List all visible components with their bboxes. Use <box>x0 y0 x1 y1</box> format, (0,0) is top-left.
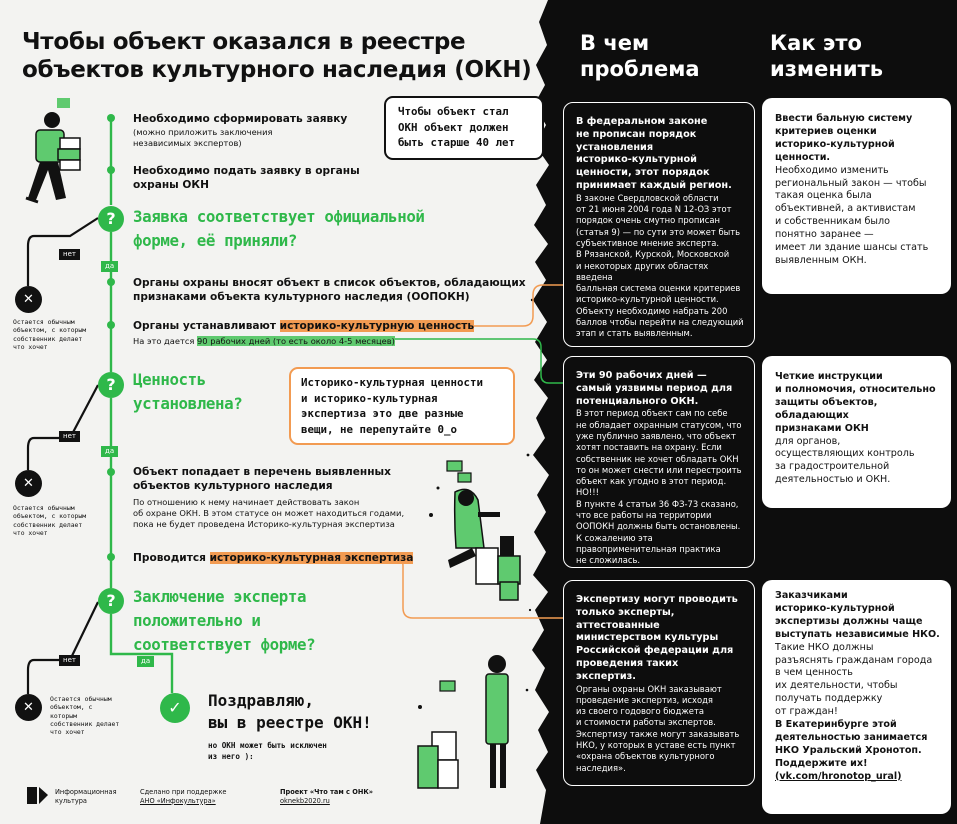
no-label: нет <box>59 249 80 260</box>
page-title: Чтобы объект оказался в реестре объектов культурного наследия (ОКН) <box>22 29 532 83</box>
solution-box-2: Четкие инструкции и полномочия, относительно защиты объектов, обладающих признаками ОКН для органов, осуществляющих контроль за градостроительной деятельностью и ОКН. <box>762 356 951 508</box>
no-label: нет <box>59 655 80 666</box>
yes-label: да <box>101 446 118 457</box>
step-submit-application: Необходимо подать заявку в органы охраны ОКН <box>133 165 360 191</box>
highlight-expertise: историко-культурная экспертиза <box>209 552 414 564</box>
footer-project: Проект «Что там с ОНК» oknekb2020.ru <box>280 788 374 805</box>
yes-label: да <box>101 261 118 272</box>
problem-box-2: Эти 90 рабочих дней — самый уязвимы период для потенциального ОКН. В этот период объект сам по себе не обладает охранным статусом, что уже публично заявлено, что объект хотят поставить на охрану. Если собственник не хочет обладать ОКН то он может снести или перестроить объект как угодно в этот период. НО!!! В пункте 4 статьи 36 ФЗ-73 сказано, что все работы на территории ООПОКН должны быть остановлены. К сожалению эта правоприменительная практика не сложилась. <box>563 356 755 568</box>
hronotop-link[interactable]: (vk.com/hronotop_ural) <box>775 770 902 782</box>
no-label: нет <box>59 431 80 442</box>
rejected-note: Остается обычным объектом, с которым собственник делает что хочет <box>13 318 87 351</box>
question-icon: ? <box>98 588 124 614</box>
rejected-note: Остается обычным объектом, с которым собственник делает что хочет <box>50 695 120 737</box>
step-ookn-list: Органы охраны вносят объект в список объектов, обладающих признаками объекта культурного наследия (ООПОКН) <box>133 277 526 303</box>
problem-box-3: Экспертизу могут проводить только эксперты, аттестованные министерством культуры Российской федерации для проведения таких экспертиз. Органы охраны ОКН заказывают проведение экспертиз, исходя из своего годового бюджета и стоимости работы экспертов. Экспертизу также могут заказывать НКО, у которых в уставе есть пункт «охрана объектов культурного наследия». <box>563 580 755 786</box>
question-icon: ? <box>98 372 124 398</box>
man-illustration <box>418 655 508 788</box>
yes-label: да <box>137 656 154 667</box>
final-note: но ОКН может быть исключен из него ): <box>208 741 327 761</box>
col-problem-heading: В чем проблема <box>580 31 700 81</box>
step-identified-list: Объект попадает в перечень выявленных объектов культурного наследия По отношению к нему начинает действовать закон об охране ОКН. В этом статусе он может находиться годами, пока не будет проведена Историко-культурная экспертиза <box>133 466 405 529</box>
col-change-heading: Как это изменить <box>770 31 883 81</box>
callout-difference: Историко-культурная ценности и историко-культурная экспертиза это две разные вещи, не перепутайте 0_о <box>289 367 515 445</box>
solution-box-3: Заказчиками историко-культурной экспертизы должны чаще выступать независимые НКО. Такие НКО должны разъяснять гражданам города в чем ценность их деятельности, чтобы получать поддержку от граждан! В Екатеринбурге этой деятельностью занимается НКО Уральский Хронотоп. Поддержите их! (vk.com/hronotop_ural) <box>762 580 951 814</box>
step-expertise: Проводится историко-культурная экспертиза <box>133 552 414 564</box>
footer-project-link[interactable]: oknekb2020.ru <box>280 796 330 805</box>
infoculture-logo <box>27 787 48 804</box>
rejected-note: Остается обычным объектом, с которым собственник делает что хочет <box>13 504 87 537</box>
close-icon: ✕ <box>15 694 42 721</box>
question-value-established: Ценность установлена? <box>133 370 243 413</box>
question-icon: ? <box>98 206 124 232</box>
courier-illustration <box>26 98 80 202</box>
problem-box-1: В федеральном законе не прописан порядок установления историко-культурной ценности, этот порядок принимает каждый регион. В законе Свердловской области от 21 июня 2004 года N 12-ОЗ этот порядок очень смутно прописан (статья 9) — по сути это может быть субъективное мнение эксперта. В Рязанской, Курской, Московской и некоторых других областях введена балльная система оценки критериев историко-культурной ценности. Объекту необходимо набрать 200 баллов чтобы перейти на следующий этап и стать выявленным. <box>563 102 755 347</box>
step-form-application: Необходимо сформировать заявку (можно приложить заключения независимых экспертов) <box>133 113 348 148</box>
highlight-value: историко-культурную ценность <box>279 320 475 332</box>
close-icon: ✕ <box>15 286 42 313</box>
final-congrats: Поздравляю, вы в реестре ОКН! <box>208 691 372 732</box>
question-expert-positive: Заключение эксперта положительно и соответствует форме? <box>133 587 316 654</box>
question-application-accepted: Заявка соответствует официальной форме, её приняли? <box>133 207 425 250</box>
highlight-90-days: 90 рабочих дней (то есть около 4-5 месяцев) <box>197 335 395 346</box>
solution-box-1: Ввести бальную систему критериев оценки историко-культурной ценности. Необходимо изменить региональный закон — чтобы такая оценка была объективней, а активистам и собственникам было понятно заранее — имеет ли здание шансы стать выявленным ОКН. <box>762 98 951 294</box>
callout-age: Чтобы объект стал ОКН объект должен быть старше 40 лет <box>384 96 544 160</box>
close-icon: ✕ <box>15 470 42 497</box>
step-establish-value: Органы устанавливают историко-культурную ценность На это дается 90 рабочих дней (то есть около 4-5 месяцев) <box>133 320 475 346</box>
footer-support: Сделано при поддержке АНО «Инфокультура» <box>140 788 227 805</box>
woman-illustration <box>429 461 520 600</box>
footer-support-link[interactable]: АНО «Инфокультура» <box>140 796 216 805</box>
footer-logo-text: Информационная культура <box>55 788 117 805</box>
check-icon: ✓ <box>160 693 190 723</box>
